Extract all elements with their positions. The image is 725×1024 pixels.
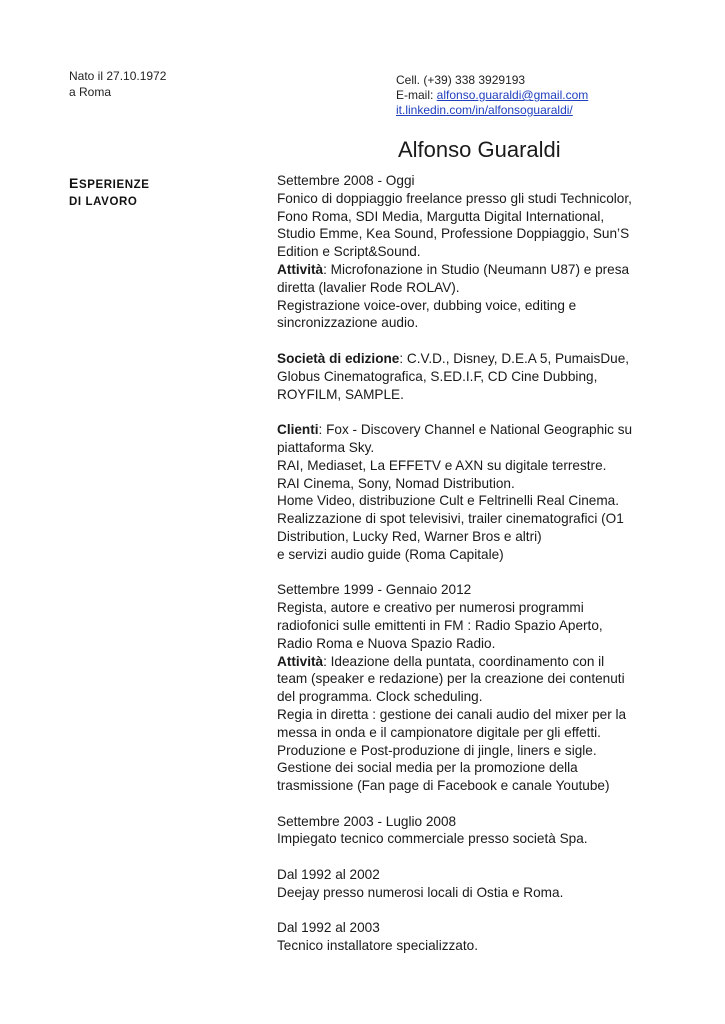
job-period: Dal 1992 al 2002 [277, 867, 380, 883]
email-label: E-mail: [396, 88, 437, 102]
job-period: Settembre 2003 - Luglio 2008 [277, 813, 457, 829]
job-clients-line: Home Video, distribuzione Cult e Feltrinelli Real Cinema. [277, 493, 620, 509]
section-title-line2: DI LAVORO [69, 196, 138, 208]
activity-label: Attività [277, 653, 324, 669]
publishers-label: Società di edizione [277, 350, 400, 366]
section-title-rest: SPERIENZE [78, 179, 150, 191]
email-line [396, 88, 588, 103]
job-detail: Produzione e Post-produzione di jingle, liners e sigle. [277, 742, 597, 758]
job-clients-line: RAI Cinema, Sony, Nomad Distribution. [277, 475, 515, 491]
job-description: Fonico di doppiaggio freelance presso gli studi Technicolor, Fono Roma, SDI Media, Margutta Digital International, Studio Emme, Kea Sound, Professione Doppiaggio, Sun’S Edition e Script&Sound. [277, 190, 632, 260]
job-detail: Regia in diretta : gestione dei canali audio del mixer per la messa in onda e il campionatore digitale per gli effetti. [277, 706, 627, 740]
section-title-work-experience [69, 175, 150, 211]
job-description: Regista, autore e creativo per numerosi programmi radiofonici sulle emittenti in FM : Radio Spazio Aperto, Radio Roma e Nuova Spazio Radio. [277, 600, 603, 651]
job-publishers: Società di edizione: C.V.D., Disney, D.E.A 5, PumaisDue, Globus Cinematografica, S.ED.I.F, CD Cine Dubbing, ROYFILM, SAMPLE. [277, 350, 630, 402]
activity-label: Attività [277, 261, 324, 277]
email-link[interactable]: alfonso.guaraldi@gmail.com [436, 88, 589, 102]
phone-number: Cell. (+39) 338 3929193 [396, 73, 526, 87]
job-period: Dal 1992 al 2003 [277, 920, 380, 936]
contact-info [396, 73, 588, 118]
linkedin-line [396, 103, 588, 118]
birth-info [69, 68, 166, 100]
work-experience-list [277, 172, 637, 955]
job-activity: Attività: Microfonazione in Studio (Neumann U87) e presa diretta (lavalier Rode ROLAV). [277, 261, 630, 295]
birth-place: a Roma [69, 85, 112, 99]
job-description: Tecnico installatore specializzato. [277, 938, 478, 954]
job-clients: Clienti: Fox - Discovery Channel e National Geographic su piattaforma Sky. [277, 422, 633, 455]
birth-date: Nato il 27.10.1972 [69, 69, 167, 83]
job-period: Settembre 2008 - Oggi [277, 173, 415, 188]
linkedin-link[interactable]: it.linkedin.com/in/alfonsoguaraldi/ [396, 103, 573, 117]
person-name: Alfonso Guaraldi [398, 137, 561, 162]
job-description: Impiegato tecnico commerciale presso società Spa. [277, 831, 588, 847]
job-activity-extra: Registrazione voice-over, dubbing voice, editing e sincronizzazione audio. [277, 297, 577, 331]
clients-label: Clienti [277, 422, 319, 438]
job-description: Deejay presso numerosi locali di Ostia e Roma. [277, 884, 564, 900]
job-clients-line: e servizi audio guide (Roma Capitale) [277, 546, 504, 562]
section-title-initial: E [69, 175, 79, 191]
job-detail: Gestione dei social media per la promozione della trasmissione (Fan page di Facebook e canale Youtube) [277, 760, 610, 794]
job-clients-line: Realizzazione di spot televisivi, trailer cinematografici (O1 Distribution, Lucky Red, Warner Bros e altri) [277, 511, 624, 544]
job-activity: Attività: Ideazione della puntata, coordinamento con il team (speaker e redazione) per la creazione dei contenuti del programma. Clock scheduling. [277, 653, 625, 705]
job-period: Settembre 1999 - Gennaio 2012 [277, 582, 472, 598]
job-clients-line: RAI, Mediaset, La EFFETV e AXN su digitale terrestre. [277, 457, 607, 473]
